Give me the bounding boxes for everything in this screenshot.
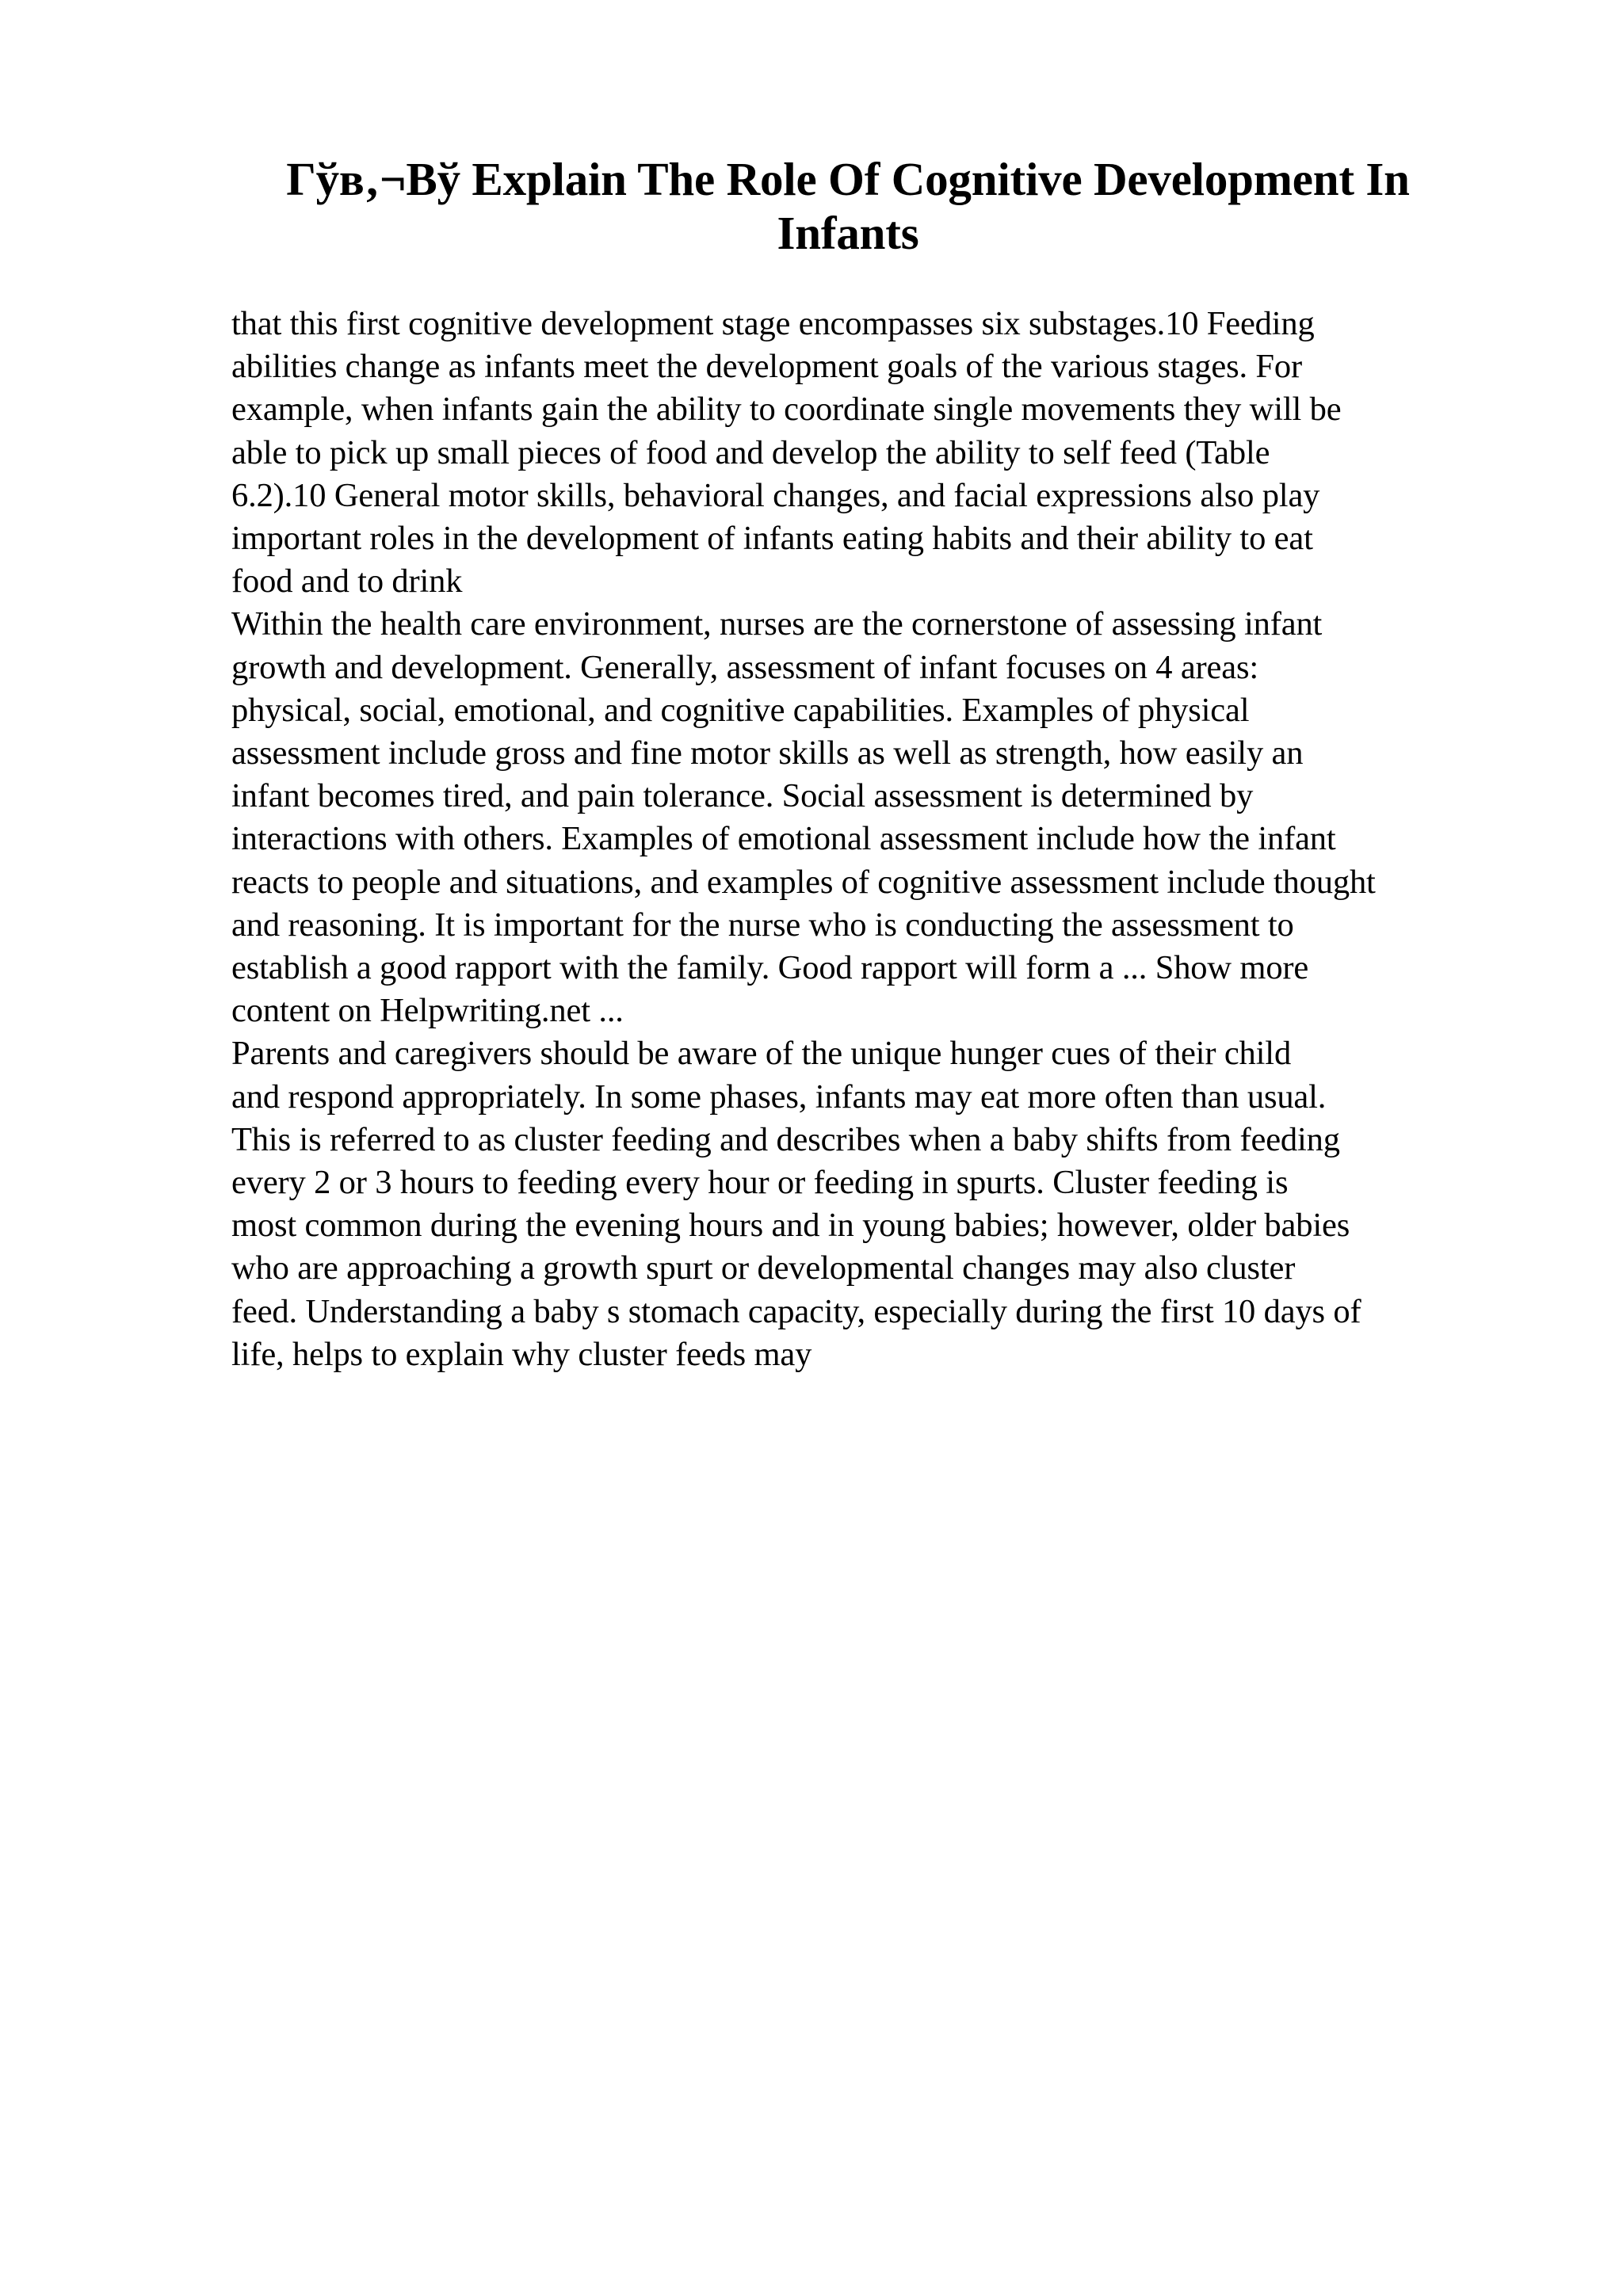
text-line: interactions with others. Examples of emotional assessment include how the infant bbox=[231, 820, 1336, 858]
text-line: life, helps to explain why cluster feeds may bbox=[231, 1335, 812, 1373]
text-line: establish a good rapport with the family. Good rapport will form a ... Show more bbox=[231, 949, 1309, 987]
text-line: growth and development. Generally, assessment of infant focuses on 4 areas: bbox=[231, 648, 1259, 686]
text-line: example, when infants gain the ability to coordinate single movements they will be bbox=[231, 391, 1342, 429]
document-body bbox=[231, 303, 1515, 1376]
paragraph-3 bbox=[231, 1032, 1515, 1376]
text-line: Within the health care environment, nurses are the cornerstone of assessing infant bbox=[231, 605, 1323, 643]
text-line: 6.2).10 General motor skills, behavioral changes, and facial expressions also play bbox=[231, 476, 1320, 514]
text-line: important roles in the development of infants eating habits and their ability to eat bbox=[231, 520, 1313, 558]
text-line: This is referred to as cluster feeding and describes when a baby shifts from feeding bbox=[231, 1120, 1340, 1158]
text-line: able to pick up small pieces of food and develop the ability to self feed (Table bbox=[231, 433, 1270, 471]
text-line: that this first cognitive development stage encompasses six substages.10 Feeding bbox=[231, 305, 1315, 342]
document-title: Гўв‚¬Вў Explain The Role Of Cognitive Development In Infants bbox=[286, 153, 1410, 259]
text-line: and respond appropriately. In some phases, infants may eat more often than usual. bbox=[231, 1077, 1327, 1116]
paragraph-1 bbox=[231, 303, 1515, 603]
text-line: physical, social, emotional, and cognitive capabilities. Examples of physical bbox=[231, 691, 1250, 729]
paragraph-2 bbox=[231, 603, 1515, 1032]
text-line: most common during the evening hours and in young babies; however, older babies bbox=[231, 1207, 1350, 1245]
text-line: reacts to people and situations, and examples of cognitive assessment include thought bbox=[231, 863, 1376, 901]
text-line: Parents and caregivers should be aware of the unique hunger cues of their child bbox=[231, 1035, 1292, 1073]
text-line: content on Helpwriting.net ... bbox=[231, 992, 624, 1030]
text-line: assessment include gross and fine motor skills as well as strength, how easily an bbox=[231, 734, 1304, 772]
text-line: every 2 or 3 hours to feeding every hour or feeding in spurts. Cluster feeding is bbox=[231, 1164, 1289, 1202]
text-line: and reasoning. It is important for the nurse who is conducting the assessment to bbox=[231, 906, 1294, 944]
text-line: feed. Understanding a baby s stomach capacity, especially during the first 10 days of bbox=[231, 1292, 1361, 1330]
text-line: infant becomes tired, and pain tolerance. Social assessment is determined by bbox=[231, 777, 1254, 815]
text-line: food and to drink bbox=[231, 563, 463, 601]
text-line: abilities change as infants meet the development goals of the various stages. For bbox=[231, 348, 1303, 386]
text-line: who are approaching a growth spurt or developmental changes may also cluster bbox=[231, 1249, 1296, 1287]
